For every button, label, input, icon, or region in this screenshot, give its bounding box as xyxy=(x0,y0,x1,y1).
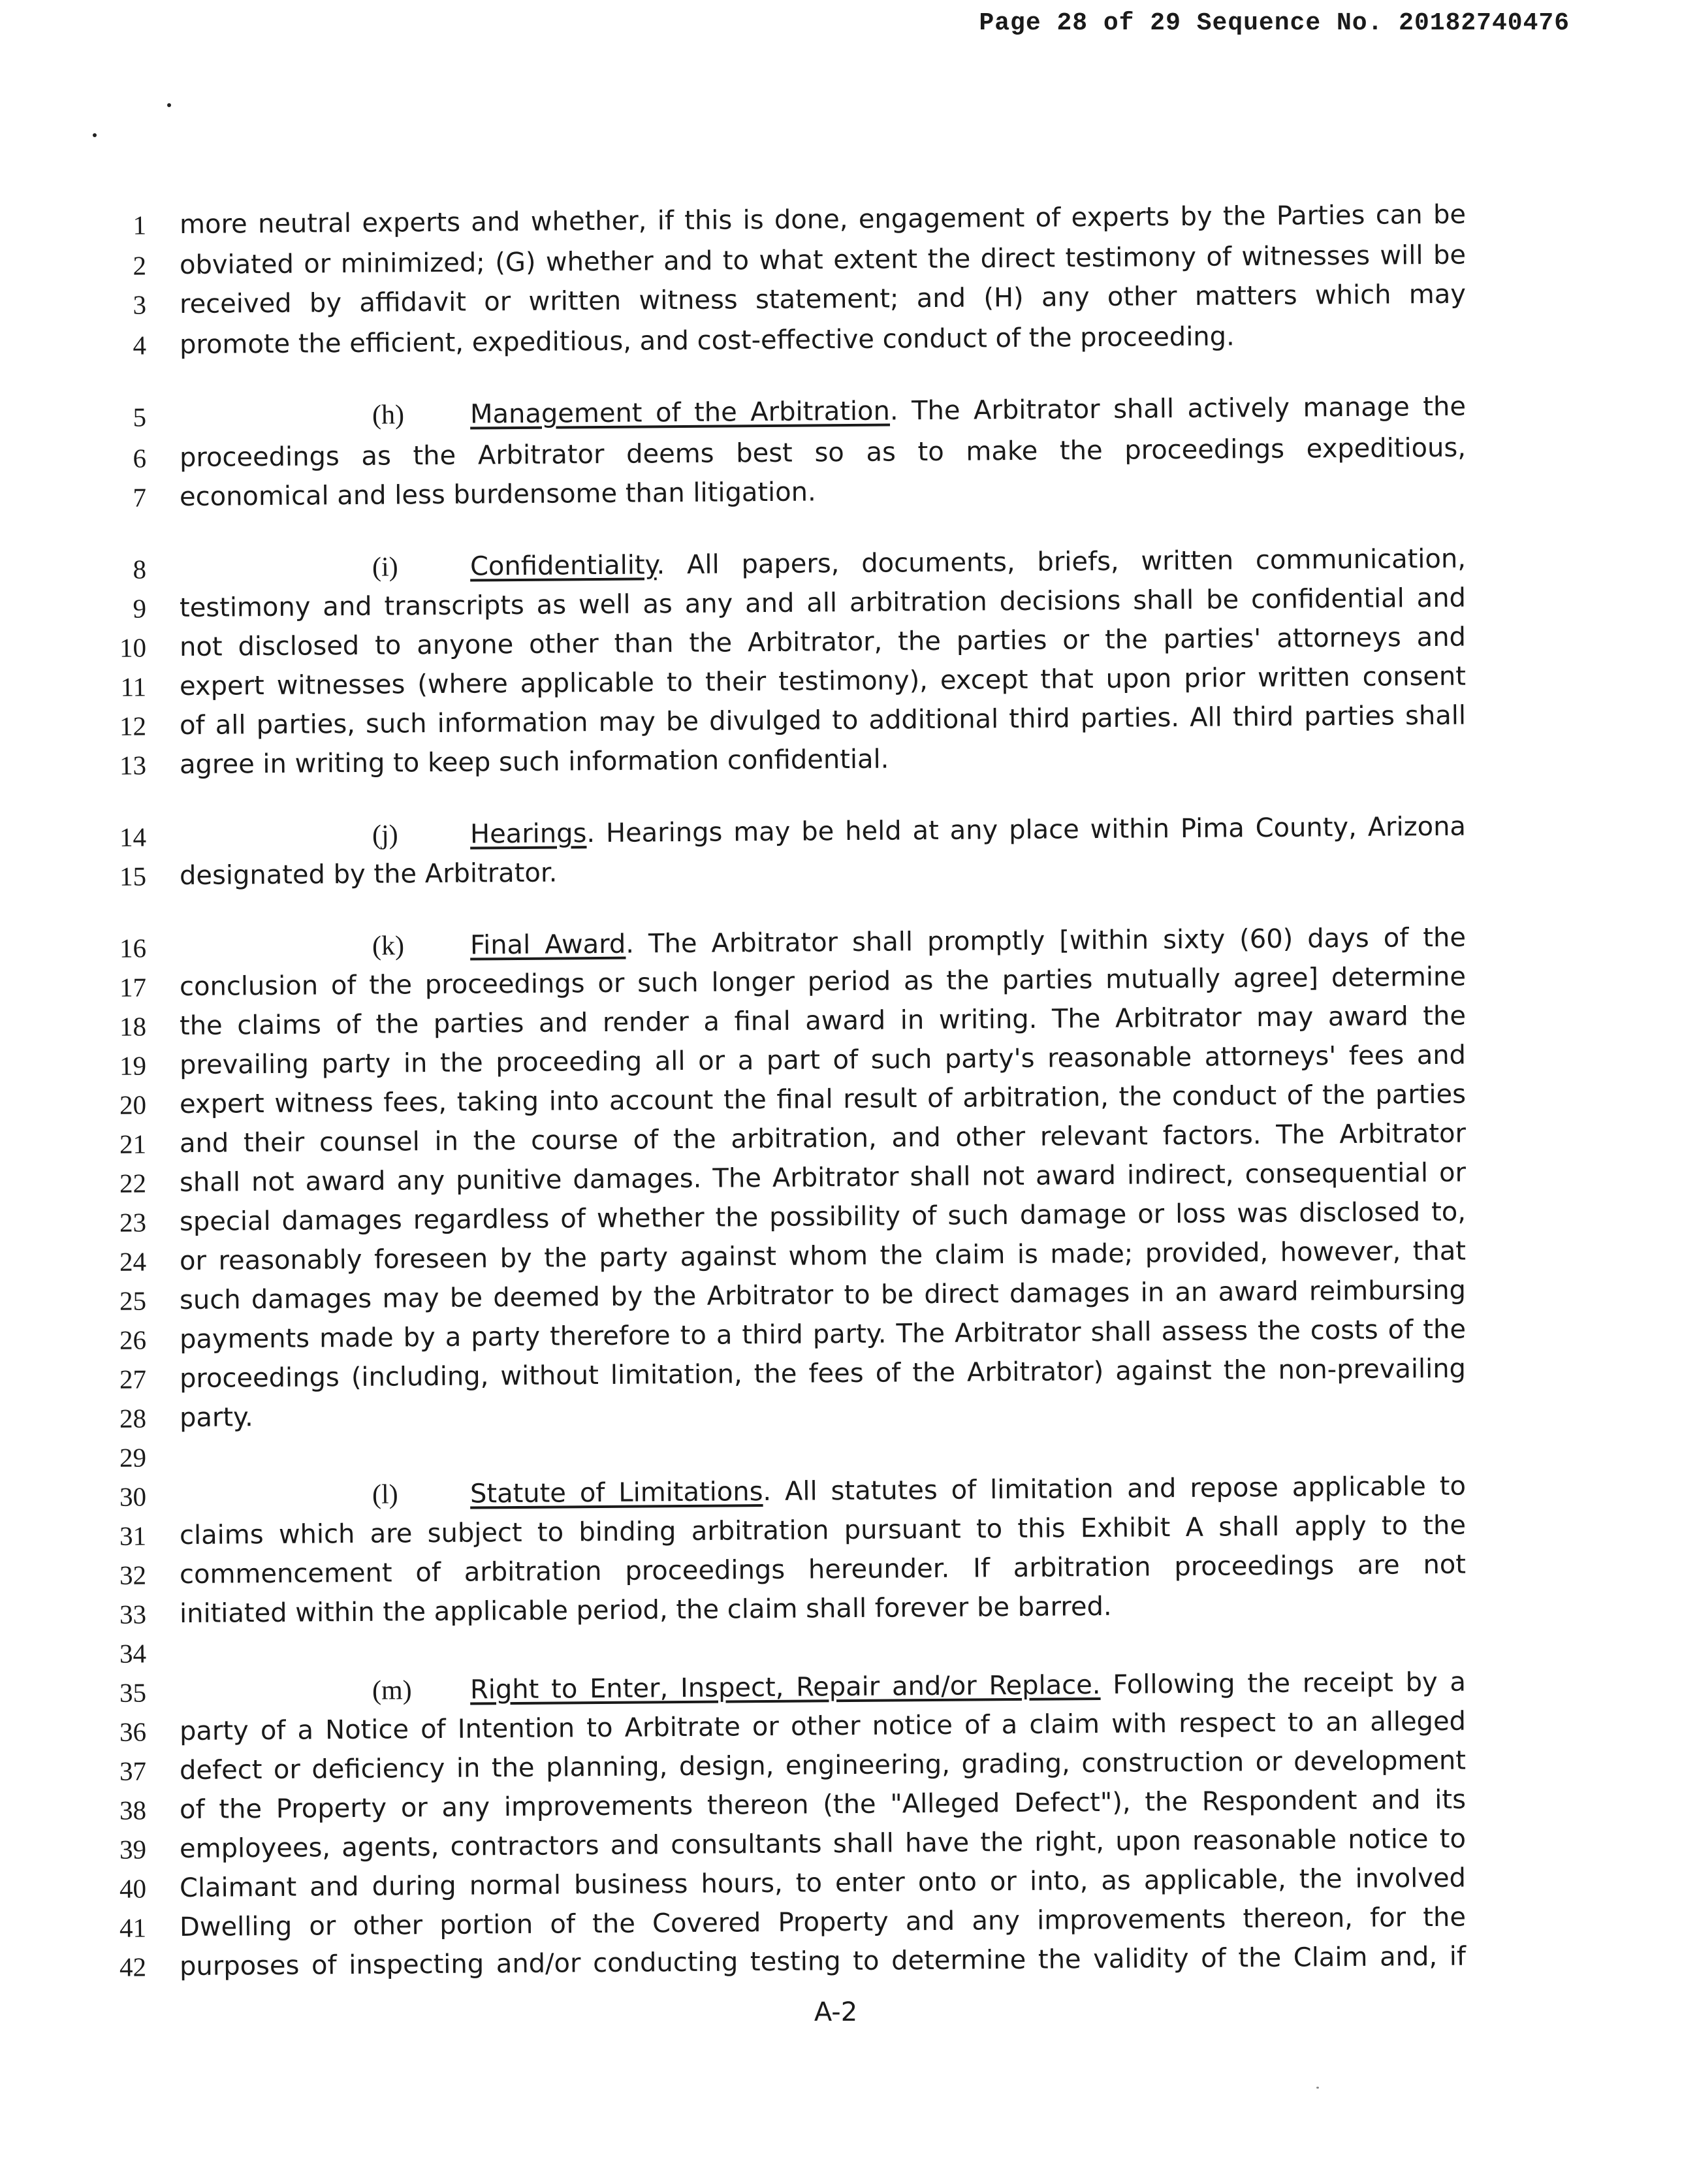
line-number: 42 xyxy=(119,1951,147,1982)
line-text: of the Property or any improvements thereon (the "Alleged Defect"), the Respondent and its xyxy=(179,1784,1467,1825)
line-number: 41 xyxy=(119,1912,147,1943)
section-marker: (h) xyxy=(372,400,405,430)
line-text: more neutral experts and whether, if this is done, engagement of experts by the Parties can be xyxy=(179,199,1467,240)
line-number: 17 xyxy=(119,972,147,1003)
line-number: 19 xyxy=(119,1050,147,1081)
line-text: employees, agents, contractors and consultants shall have the right, upon reasonable notice to xyxy=(179,1823,1467,1865)
line-number: 16 xyxy=(119,933,147,963)
section-title: Right to Enter, Inspect, Repair and/or Replace. xyxy=(469,1669,1101,1705)
section-marker: (i) xyxy=(372,552,398,583)
line-text: prevailing party in the proceeding all or a part of such party's reasonable attorneys' fees and xyxy=(179,1040,1467,1081)
line-text: of all parties, such information may be divulged to additional third parties. All third parties shall xyxy=(179,700,1467,741)
line-number: 23 xyxy=(119,1207,147,1238)
page-footer: A-2 xyxy=(814,1997,858,2027)
line-text: payments made by a party therefore to a third party. The Arbitrator shall assess the costs of the xyxy=(179,1314,1467,1355)
line-number: 2 xyxy=(133,250,147,281)
line-number: 4 xyxy=(133,330,147,361)
line-number: 10 xyxy=(119,632,147,663)
line-number: 27 xyxy=(119,1364,147,1394)
section-title: Final Award xyxy=(469,929,626,961)
line-number: 33 xyxy=(119,1599,147,1630)
section-text: . All papers, documents, briefs, written communication, xyxy=(656,543,1467,581)
line-number: 14 xyxy=(119,822,147,852)
page-sequence-header: Page 28 of 29 Sequence No. 20182740476 xyxy=(979,9,1570,37)
section-marker: (k) xyxy=(372,931,405,961)
section-text: . Hearings may be held at any place within Pima County, Arizona xyxy=(586,811,1467,849)
line-text: Dwelling or other portion of the Covered Property and any improvements thereon, for the xyxy=(179,1902,1467,1943)
line-text: commencement of arbitration proceedings hereunder. If arbitration proceedings are not xyxy=(179,1549,1467,1590)
section-text: . The Arbitrator shall promptly [within sixty (60) days of the xyxy=(626,922,1467,959)
line-number: 28 xyxy=(119,1403,147,1434)
line-text: economical and less burdensome than litigation. xyxy=(179,477,816,513)
line-text: purposes of inspecting and/or conducting testing to determine the validity of the Claim and, if xyxy=(179,1941,1467,1982)
line-number: 20 xyxy=(119,1089,147,1120)
line-text: party of a Notice of Intention to Arbitrate or other notice of a claim with respect to an alleged xyxy=(179,1706,1467,1747)
section-marker: (l) xyxy=(372,1479,398,1510)
line-text: proceedings as the Arbitrator deems best so as to make the proceedings expeditious, xyxy=(179,432,1467,474)
line-text: promote the efficient, expeditious, and cost-effective conduct of the proceeding. xyxy=(179,321,1235,361)
line-number: 21 xyxy=(119,1129,147,1159)
line-text: designated by the Arbitrator. xyxy=(179,858,558,891)
line-text: received by affidavit or written witness statement; and (H) any other matters which may xyxy=(179,279,1467,320)
line-number: 13 xyxy=(119,750,147,780)
section-text: . The Arbitrator shall actively manage the xyxy=(889,391,1467,426)
line-text: and their counsel in the course of the arbitration, and other relevant factors. The Arbitrator xyxy=(179,1118,1467,1159)
section-title: Confidentiality xyxy=(469,550,657,582)
line-number: 31 xyxy=(119,1520,147,1551)
line-number: 34 xyxy=(119,1638,147,1669)
line-text: obviated or minimized; (G) whether and to what extent the direct testimony of witnesses will be xyxy=(179,240,1467,281)
section-text: Following the receipt by a xyxy=(1100,1667,1467,1700)
line-text: not disclosed to anyone other than the Arbitrator, the parties or the parties' attorneys and xyxy=(179,622,1467,663)
line-number: 26 xyxy=(119,1325,147,1355)
section-marker: (j) xyxy=(372,820,398,850)
line-number: 36 xyxy=(119,1716,147,1747)
line-text: proceedings (including, without limitation, the fees of the Arbitrator) against the non-prevailing xyxy=(179,1353,1467,1394)
line-text: conclusion of the proceedings or such longer period as the parties mutually agree] determine xyxy=(179,961,1467,1003)
line-text: the claims of the parties and render a final award in writing. The Arbitrator may award the xyxy=(179,1001,1467,1042)
line-number: 30 xyxy=(119,1481,147,1512)
line-number: 15 xyxy=(119,861,147,891)
line-text: testimony and transcripts as well as any and all arbitration decisions shall be confidential and xyxy=(179,583,1467,624)
line-number: 22 xyxy=(119,1168,147,1198)
section-title: Hearings xyxy=(469,818,587,850)
line-number: 29 xyxy=(119,1442,147,1473)
line-text: claims which are subject to binding arbitration pursuant to this Exhibit A shall apply to the xyxy=(179,1510,1467,1551)
line-number: 25 xyxy=(119,1285,147,1316)
line-number: 9 xyxy=(133,593,147,624)
section-text: . All statutes of limitation and repose applicable to xyxy=(763,1471,1467,1507)
section-title: Management of the Arbitration xyxy=(469,396,891,430)
line-number: 35 xyxy=(119,1677,147,1708)
line-number: 7 xyxy=(133,482,147,513)
line-text: such damages may be deemed by the Arbitrator to be direct damages in an award reimbursing xyxy=(179,1275,1467,1316)
line-number: 5 xyxy=(133,402,147,432)
line-number: 12 xyxy=(119,711,147,741)
line-text: or reasonably foreseen by the party against whom the claim is made; provided, however, that xyxy=(179,1236,1467,1277)
line-number: 40 xyxy=(119,1873,147,1904)
line-text: shall not award any punitive damages. The Arbitrator shall not award indirect, consequential or xyxy=(179,1157,1467,1198)
line-number: 18 xyxy=(119,1011,147,1042)
line-text: expert witness fees, taking into account the final result of arbitration, the conduct of the parties xyxy=(179,1079,1467,1120)
line-text: party. xyxy=(179,1402,253,1434)
line-text: expert witnesses (where applicable to their testimony), except that upon prior written consent xyxy=(179,661,1467,702)
line-number: 38 xyxy=(119,1795,147,1825)
line-text: Claimant and during normal business hours, to enter onto or into, as applicable, the involved xyxy=(179,1863,1467,1904)
line-number: 37 xyxy=(119,1756,147,1786)
line-text: initiated within the applicable period, the claim shall forever be barred. xyxy=(179,1591,1112,1630)
line-text: defect or deficiency in the planning, design, engineering, grading, construction or development xyxy=(179,1745,1467,1786)
line-number: 1 xyxy=(133,210,147,240)
section-heading-line xyxy=(372,387,1466,435)
line-text: agree in writing to keep such information confidential. xyxy=(179,744,889,780)
line-number: 32 xyxy=(119,1560,147,1590)
line-text: special damages regardless of whether the possibility of such damage or loss was disclosed to, xyxy=(179,1196,1467,1238)
line-number: 24 xyxy=(119,1246,147,1277)
section-title: Statute of Limitations xyxy=(469,1477,763,1509)
line-number: 3 xyxy=(133,289,147,320)
section-marker: (m) xyxy=(372,1675,412,1706)
line-number: 6 xyxy=(133,443,147,474)
line-number: 11 xyxy=(120,671,147,702)
line-number: 39 xyxy=(119,1834,147,1865)
line-number: 8 xyxy=(133,554,147,585)
